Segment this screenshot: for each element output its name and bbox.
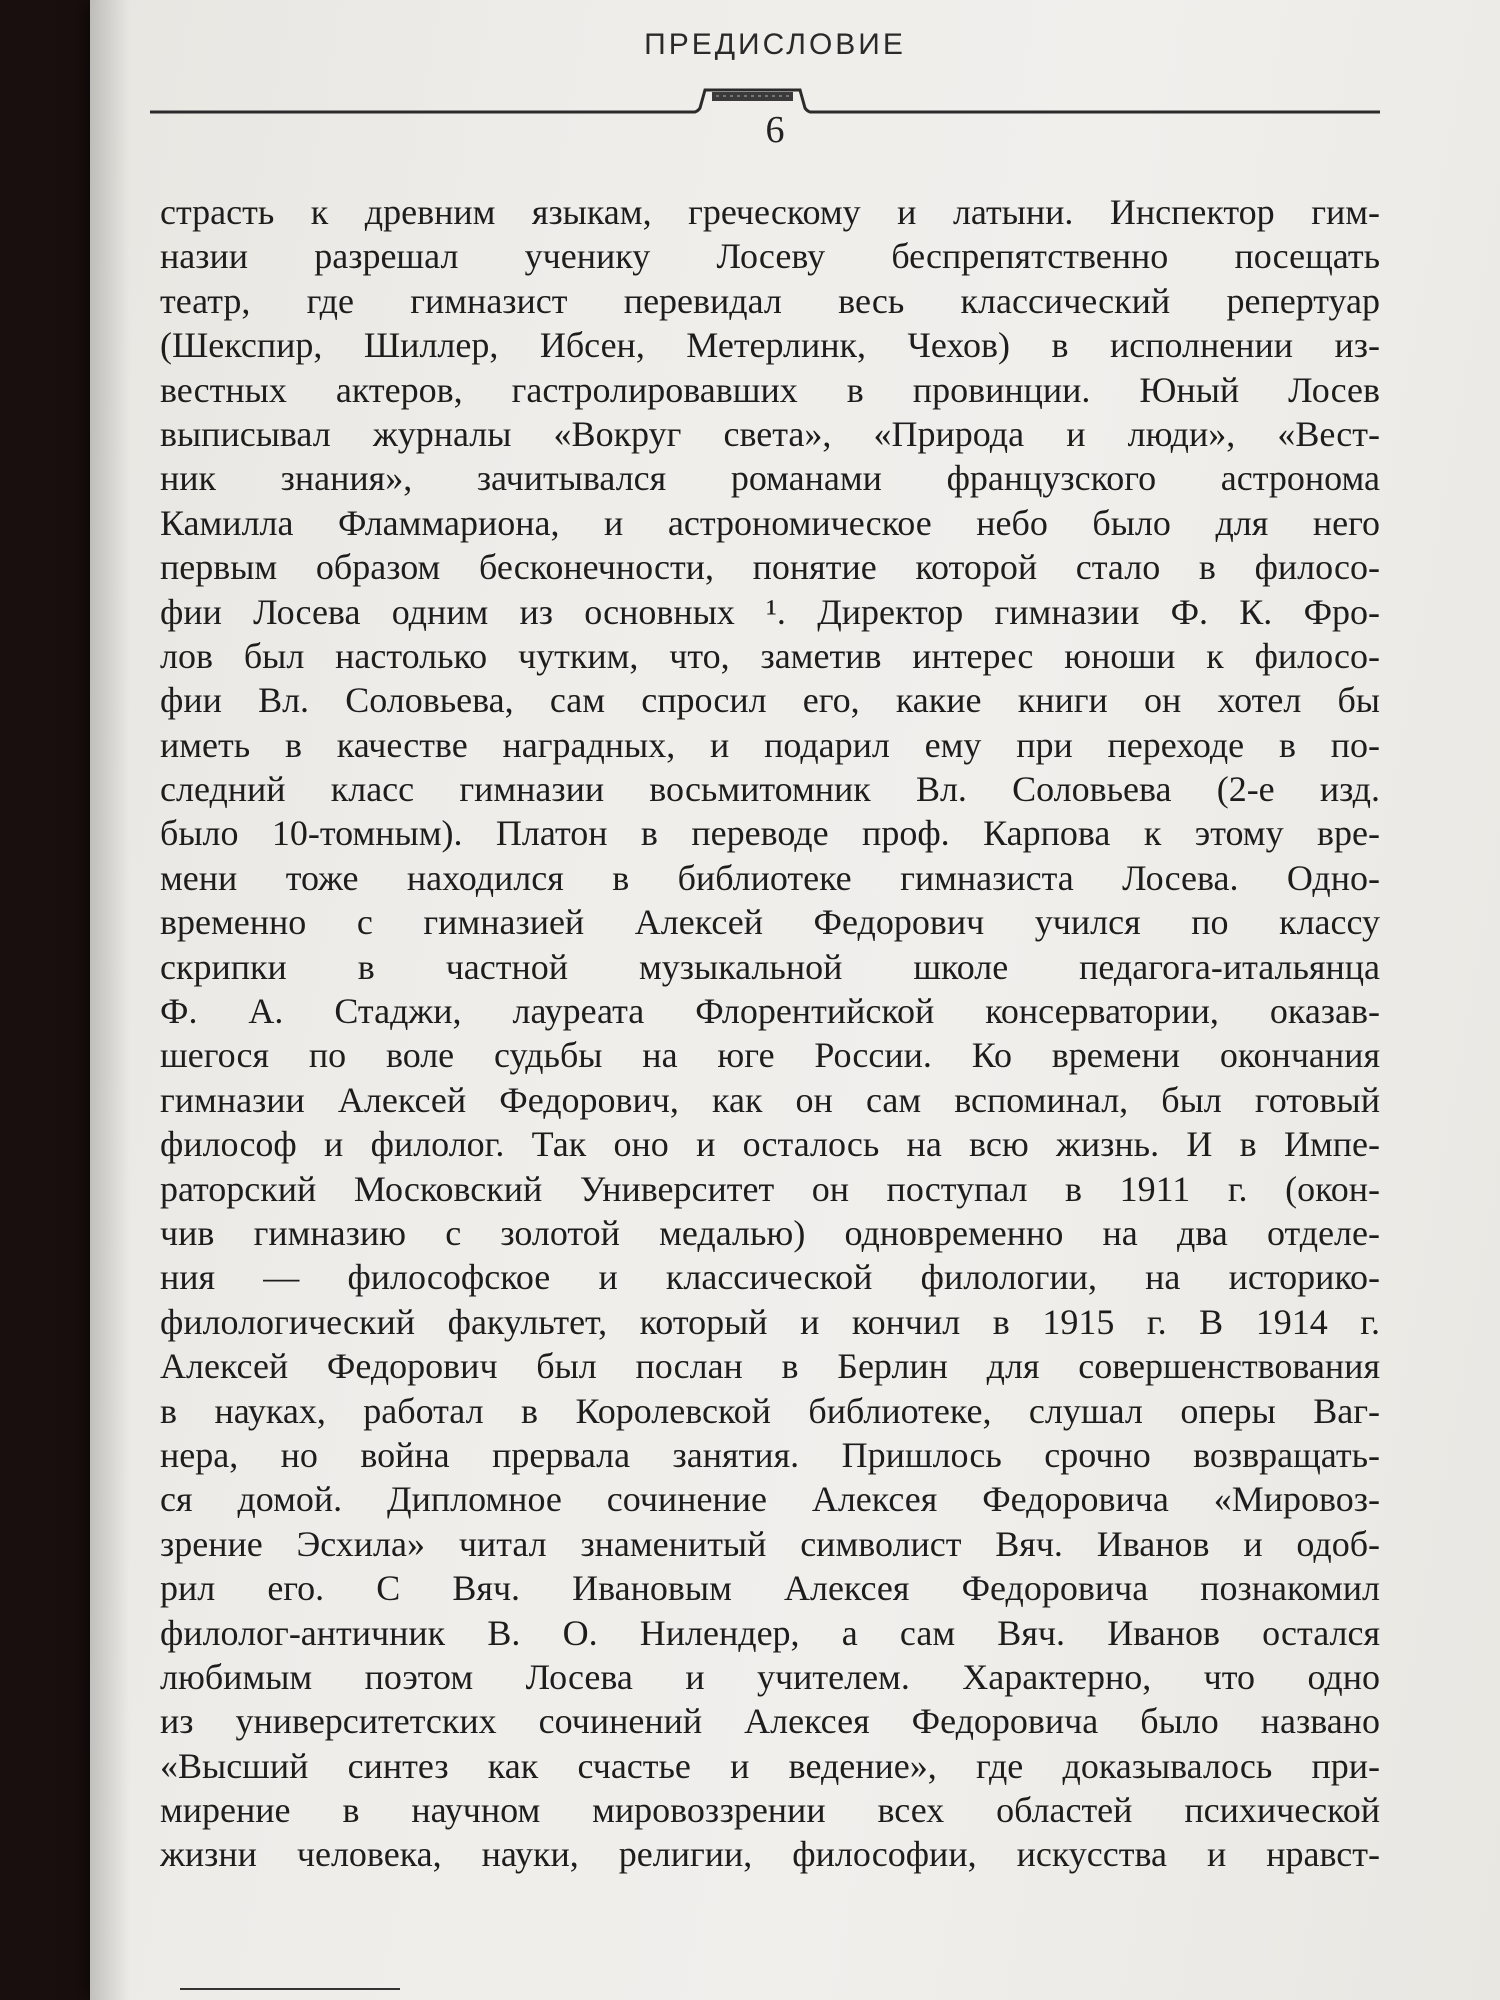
text-line: в науках, работал в Королевской библиотеке, слушал оперы Ваг-	[160, 1390, 1380, 1431]
text-line: гимназии Алексей Федорович, как он сам вспоминал, был готовый	[160, 1079, 1380, 1120]
text-line: Алексей Федорович был послан в Берлин для совершенствования	[160, 1346, 1380, 1387]
text-line: жизни человека, науки, религии, философии, искусства и нравст-	[160, 1834, 1380, 1875]
text-line: было 10-томным). Платон в переводе проф. Карпова к этому вре-	[160, 813, 1380, 854]
text-line: раторский Московский Университет он поступал в 1911 г. (окон-	[160, 1168, 1380, 1209]
text-line: рил его. С Вяч. Ивановым Алексея Федоровича познакомил	[160, 1568, 1380, 1609]
text-line: философ и филолог. Так оно и осталось на всю жизнь. И в Импе-	[160, 1124, 1380, 1165]
text-line: фии Лосева одним из основных ¹. Директор гимназии Ф. К. Фро-	[160, 591, 1380, 632]
body-text	[160, 190, 1380, 1877]
text-line: нера, но война прервала занятия. Пришлось срочно возвращать-	[160, 1434, 1380, 1475]
footnote-rule	[180, 1988, 400, 1990]
text-line: Камилла Фламмариона, и астрономическое небо было для него	[160, 502, 1380, 543]
text-line: страсть к древним языкам, греческому и латыни. Инспектор гим-	[160, 192, 1380, 232]
text-line: из университетских сочинений Алексея Федоровича было названо	[160, 1701, 1380, 1742]
running-head: ПРЕДИСЛОВИЕ	[644, 28, 906, 61]
text-line: (Шекспир, Шиллер, Ибсен, Метерлинк, Чехов) в исполнении из-	[160, 325, 1380, 366]
text-line: чив гимназию с золотой медалью) одновременно на два отделе-	[160, 1212, 1380, 1253]
text-line: любимым поэтом Лосева и учителем. Характерно, что одно	[160, 1656, 1380, 1697]
text-line: шегося по воле судьбы на юге России. Ко времени окончания	[160, 1035, 1380, 1076]
text-line: ник знания», зачитывался романами французского астронома	[160, 458, 1380, 499]
text-line: временно с гимназией Алексей Федорович учился по классу	[160, 902, 1380, 943]
text-line: вестных актеров, гастролировавших в провинции. Юный Лосев	[160, 369, 1380, 410]
text-line: первым образом бесконечности, понятие которой стало в филосо-	[160, 547, 1380, 588]
text-line: Ф. А. Стаджи, лауреата Флорентийской консерватории, оказав-	[160, 991, 1380, 1032]
page-number: 6	[765, 109, 785, 151]
text-line: ния — философское и классической филологии, на историко-	[160, 1257, 1380, 1298]
text-line: фии Вл. Соловьева, сам спросил его, какие книги он хотел бы	[160, 680, 1380, 721]
text-line: филолог-античник В. О. Нилендер, а сам Вяч. Иванов остался	[160, 1612, 1380, 1653]
text-line: мени тоже находился в библиотеке гимназиста Лосева. Одно-	[160, 857, 1380, 898]
text-line: мирение в научном мировоззрении всех областей психической	[160, 1790, 1380, 1831]
text-line: зрение Эсхила» читал знаменитый символист Вяч. Иванов и одоб-	[160, 1523, 1380, 1564]
text-line: выписывал журналы «Вокруг света», «Природа и люди», «Вест-	[160, 413, 1380, 454]
text-line: скрипки в частной музыкальной школе педагога-итальянца	[160, 946, 1380, 987]
text-line: иметь в качестве наградных, и подарил ему при переходе в по-	[160, 724, 1380, 765]
text-line: назии разрешал ученику Лосеву беспрепятственно посещать	[160, 236, 1380, 277]
text-line: следний класс гимназии восьмитомник Вл. Соловьева (2-е изд.	[160, 769, 1380, 810]
text-line: филологический факультет, который и кончил в 1915 г. В 1914 г.	[160, 1301, 1380, 1342]
text-line: «Высший синтез как счастье и ведение», где доказывалось при-	[160, 1745, 1380, 1786]
text-line: театр, где гимназист перевидал весь классический репертуар	[160, 280, 1380, 321]
text-line: ся домой. Дипломное сочинение Алексея Федоровича «Мировоз-	[160, 1479, 1380, 1520]
text-line: лов был настолько чутким, что, заметив интерес юноши к филосо-	[160, 635, 1380, 676]
